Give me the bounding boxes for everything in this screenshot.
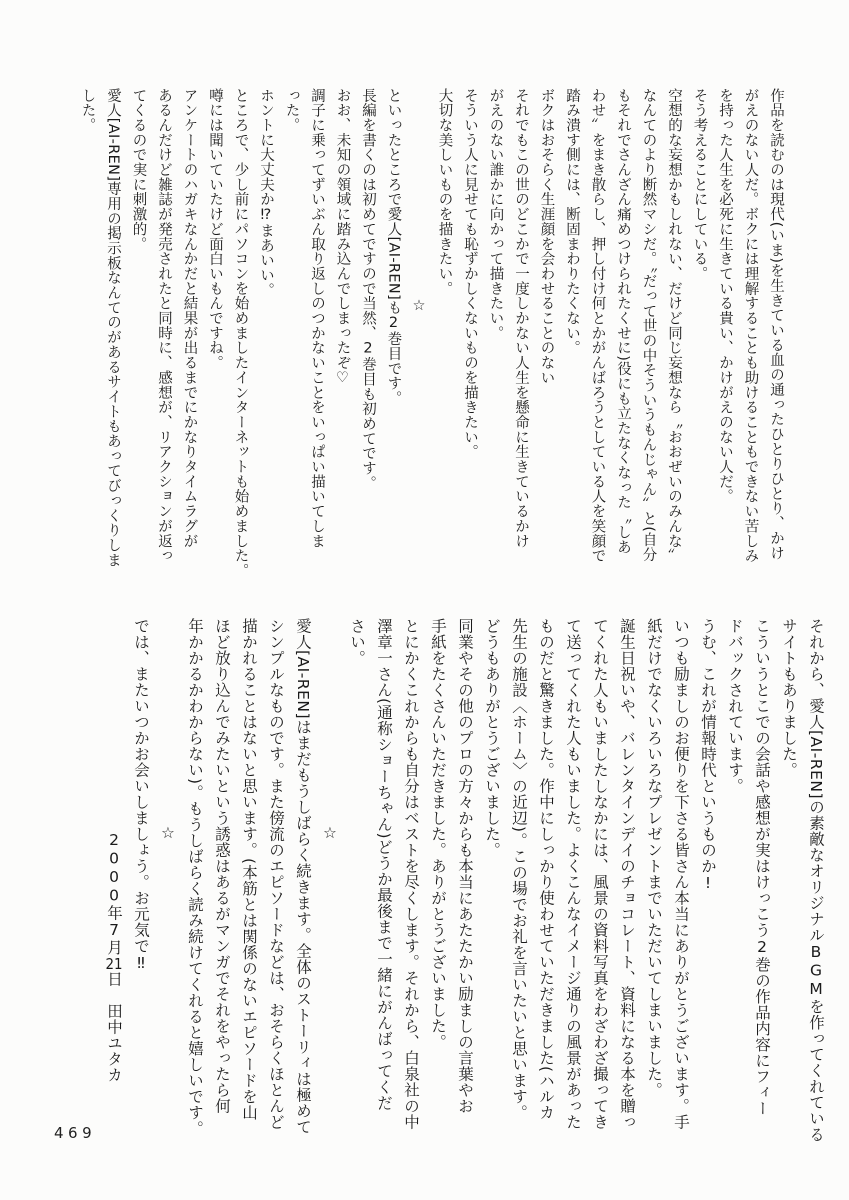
text-column: ものだと驚きました。作中にしっかり使わせていただきました(ハルカ bbox=[537, 618, 555, 1121]
text-column: 手紙をたくさんいただきました。ありがとうございました。 bbox=[429, 618, 447, 1050]
text-column: がえのない誰かに向かって描きたい。 bbox=[487, 88, 504, 341]
text-column: アンケートのハガキなんかだと結果が出るまでにかなりタイムラグが bbox=[181, 88, 198, 549]
text-column: 澤章一さん(通称ショーちゃん)どうか最後まで一緒にがんばってくだ bbox=[375, 618, 393, 1112]
text-column: ところで、少し前にパソコンを始めましたインターネットも始めました。 bbox=[232, 88, 249, 579]
text-column: 踏み潰す側には、断固まわりたくない。 bbox=[564, 88, 580, 356]
text-column: といったところで愛人[AI-REN]も2巻目です。 bbox=[385, 88, 402, 406]
text-column: さい。 bbox=[348, 618, 366, 666]
star-divider: ☆ bbox=[321, 824, 339, 843]
text-column: いつも励ましのお便りを下さる皆さん本当にありがとうございます。手 bbox=[672, 618, 690, 1130]
text-column: 空想的な妄想かもしれない、だけど同じ妄想なら〝おおぜいのみんな〟 bbox=[666, 88, 682, 564]
text-column: がえのない人だ。ボクには理解することも助けることもできない苦しみ bbox=[742, 88, 759, 564]
text-column: 描かれることはないと思います。(本筋とは関係のないエピソードを山 bbox=[240, 618, 258, 1121]
text-column: それでもこの世のどこかで一度しかない人生を懸命に生きているかけ bbox=[513, 88, 529, 549]
star-divider: ☆ bbox=[159, 824, 177, 843]
text-column: 愛人[AI-REN]専用の掲示板なんてのがあるサイトもあってびっくりしま bbox=[105, 88, 121, 568]
text-column: 調子に乗ってずいぶん取り返しのつかないことをいっぱい描いてしま bbox=[309, 88, 325, 549]
text-column: てくれた人もいましたしなかには、風景の資料写真をわざわざ撮ってき bbox=[591, 618, 609, 1130]
text-column: を持った人生を必死に生きている貴い、かけがえのない人だ。 bbox=[717, 88, 733, 504]
text-column: こういうとこでの会話や感想が実はけっこう2巻の作品内容にフィー bbox=[753, 618, 771, 1117]
text-column: 長編を書くのは初めてですので当然、2巻目も初めてです。 bbox=[360, 88, 376, 491]
text-column: わせ〟をまき散らし、押し付け何とかがんばろうとしている人を笑顔で bbox=[589, 88, 606, 564]
text-column: した。 bbox=[79, 88, 96, 133]
text-column: 愛人[AI-REN]はまだもうしばらく続きます。全体のストーリィは極めて bbox=[294, 618, 312, 1136]
text-column: 噂には聞いていたけど面白いもんですね。 bbox=[207, 88, 223, 371]
text-column: サイトもありました。 bbox=[780, 618, 798, 778]
text-column: では、またいつかお会いしましょう。お元気で‼ bbox=[132, 618, 150, 973]
text-column: どうもありがとうございました。 bbox=[483, 618, 501, 858]
text-column: 紙だけでなくいろいろなプレゼントまでいただいてしまいました。 bbox=[645, 618, 663, 1098]
text-column: てくるので実に刺激的。 bbox=[130, 88, 147, 252]
text-column: 大切な美しいものを描きたい。 bbox=[436, 88, 453, 296]
text-column: シンプルなものです。また傍流のエピソードなどは、おそらくほとんど bbox=[267, 618, 285, 1130]
text-column: ほど放り込んでみたいという誘惑はあるがマンガでそれをやったら何 bbox=[213, 618, 231, 1114]
star-divider: ☆ bbox=[411, 298, 427, 315]
text-column: そういう人に見せても恥ずかしくないものを描きたい。 bbox=[462, 88, 478, 460]
text-column: うむ、これが情報時代というものか! bbox=[699, 618, 717, 893]
text-column: 作品を読むのは現代(いま)を生きている血の通ったひとりひとり、かけ bbox=[768, 88, 784, 561]
text-column: あるんだけど雑誌が発売されたと同時に、感想が、リアクションが返っ bbox=[156, 88, 172, 564]
afterword-top-text-block bbox=[74, 88, 788, 584]
text-column: おお、未知の領域に踏み込んでしまったぞ♡ bbox=[334, 88, 351, 387]
text-column: 年かかるかわからない)。もうしばらく読み続けてくれると嬉しいです。 bbox=[186, 618, 204, 1137]
text-column: とにかくこれからも自分はベストを尽くします。それから、白泉社の中 bbox=[402, 618, 420, 1130]
text-column: そう考えることにしている。 bbox=[691, 88, 708, 282]
text-column: 同業やその他のプロの方々からも本当にあたたかい励ましの言葉やお bbox=[456, 618, 474, 1114]
page-number: 469 bbox=[54, 1124, 97, 1142]
text-column: 先生の施設〈ホーム〉の近辺)。この場でお礼を言いたいと思います。 bbox=[510, 618, 528, 1121]
date-author-column: 2000年7月21日 田中ユタカ bbox=[105, 831, 123, 1083]
afterword-bottom-text-block bbox=[100, 618, 829, 1143]
text-column: ボクはおそらく生涯顔を会わせることのない bbox=[538, 88, 555, 385]
text-column: それから、愛人[AI-REN]の素敵なオリジナルBGMを作ってくれている bbox=[807, 618, 825, 1143]
text-column: ドバックされています。 bbox=[726, 618, 744, 794]
text-column: もそれでさんざん痛めつけられたくせに)役にも立たなくなった〝しあ bbox=[615, 88, 631, 555]
text-column: 誕生日祝いや、バレンタインデイのチョコレート、資料になる本を贈っ bbox=[618, 618, 636, 1130]
text-column: った。 bbox=[283, 88, 300, 133]
text-column: ホントに大丈夫か⁉まあいい。 bbox=[258, 88, 274, 298]
text-column: て送ってくれた人もいました。よくこんなイメージ通りの風景があった bbox=[564, 618, 582, 1130]
text-column: なんてのより断然マシだ。〝だって世の中そういうもんじゃん〟と(自分 bbox=[640, 88, 657, 562]
